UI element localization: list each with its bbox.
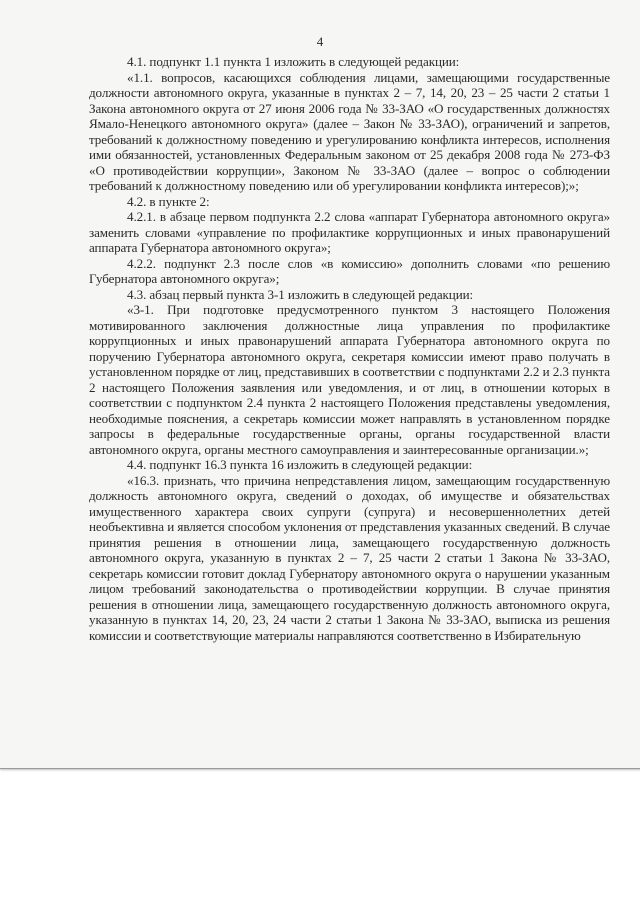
document-body — [89, 54, 610, 643]
paragraph-4-2-1: 4.2.1. в абзаце первом подпункта 2.2 слова «аппарат Губернатора автономного округа» заменить словами «управление по профилактике коррупционных и иных правонарушений аппарата Губернатора автономного округа»; — [89, 209, 610, 255]
paragraph-4-4: 4.4. подпункт 16.3 пункта 16 изложить в следующей редакции: — [127, 457, 473, 472]
paragraph-4-2-2: 4.2.2. подпункт 2.3 после слов «в комиссию» дополнить словами «по решению Губернатора автономного округа»; — [89, 255, 610, 286]
paragraph-4-1: 4.1. подпункт 1.1 пункта 1 изложить в следующей редакции: — [127, 54, 460, 69]
paragraph-3-1-text: «3-1. При подготовке предусмотренного пунктом 3 настоящего Положения мотивированного заключения должностные лица управления по профилактике коррупционных и иных правонарушений аппарата Губернатора автономного округа по поручению Губернатора автономного округа, секретаря комиссии имеют право получать в установленном порядке от лиц, представивших в соответствии с подпунктами 2.2 и 2.3 пункта 2 настоящего Положения заявления или уведомления, и от лиц, в отношении которых в соответствии с подпунктом 2.4 пункта 2 настоящего Положения представлены уведомления, необходимые пояснения, а секретарь комиссии может направлять в установленном порядке запросы в федеральные государственные органы, органы государственной власти автономного округа, органы местного самоуправления и заинтересованные организации.»; — [89, 302, 610, 457]
page-number: 4 — [316, 34, 324, 49]
paragraph-4-2: 4.2. в пункте 2: — [127, 193, 210, 209]
paragraph-16-3-text: «16.3. признать, что причина непредставления лицом, замещающим государственную должность автономного округа, сведений о доходах, об имуществе и обязательствах имущественного характера своих супруги (супруга) и несовершеннолетних детей необъективна и является способом уклонения от представления указанных сведений. В случае принятия решения в отношении лица, замещающего государственную должность автономного округа, указанную в пунктах 2 – 7, 25 части 2 статьи 1 Закона № 33-ЗАО, секретарь комиссии готовит доклад Губернатору автономного округа о нарушении указанным лицом требований законодательства о противодействии коррупции. В случае принятия решения в отношении лица, замещающего государственную должность автономного округа, указанную в пунктах 14, 20, 23, 24 части 2 статьи 1 Закона № 33-ЗАО, выписка из решения комиссии и соответствующие материалы направляются соответственно в Избирательную — [89, 472, 610, 643]
paragraph-1-1-text: «1.1. вопросов, касающихся соблюдения лицами, замещающими государственные должности автономного округа, указанные в пунктах 2 – 7, 14, 20, 23 – 25 части 2 статьи 1 Закона автономного округа от 27 июня 2006 года № 33-ЗАО «О государственных должностях Ямало-Ненецкого автономного округа» (далее – Закон № 33-ЗАО), ограничений и запретов, требований к должностному поведению и урегулированию конфликта интересов, исполнения ими обязанностей, установленных Федеральным законом от 25 декабря 2008 года № 273-ФЗ «О противодействии коррупции», Законом № 33-ЗАО (далее – вопрос о соблюдении требований к должностному поведению или об урегулировании конфликта интересов);»; — [89, 69, 610, 193]
paragraph-4-3: 4.3. абзац первый пункта 3-1 изложить в следующей редакции: — [127, 286, 474, 302]
